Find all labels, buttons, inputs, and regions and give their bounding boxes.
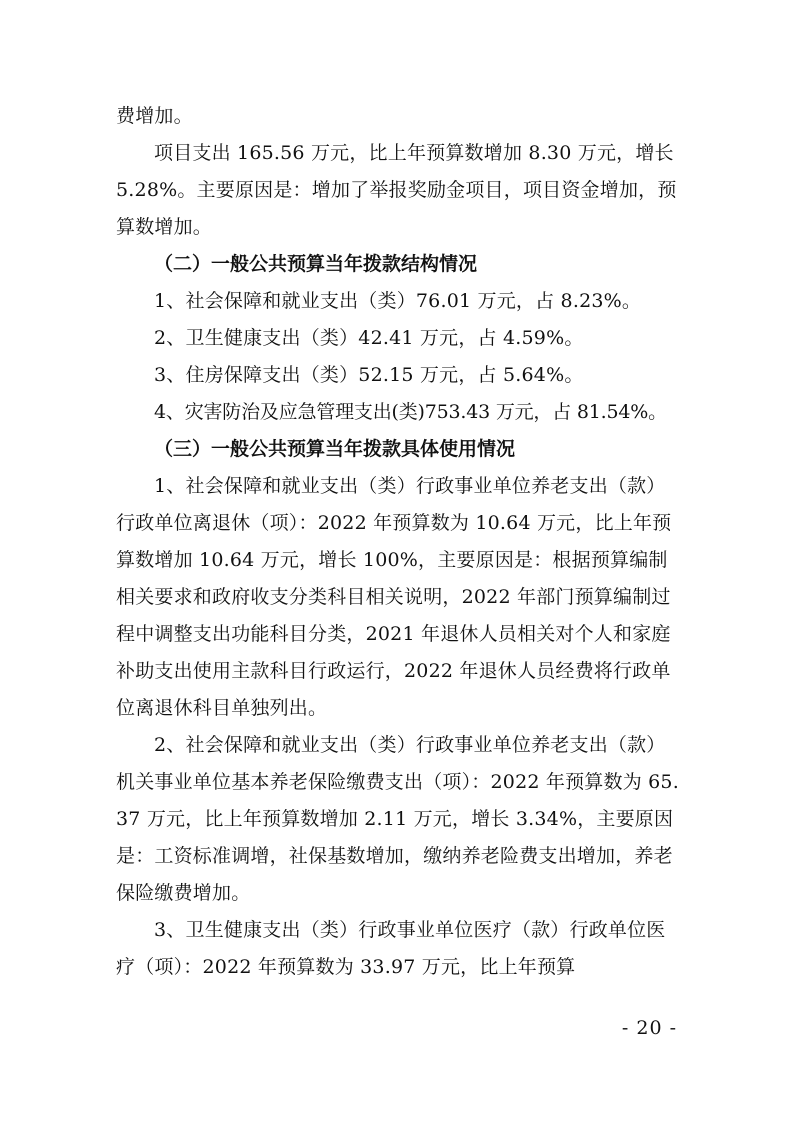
usage-item-3: 3、卫生健康支出（类）行政事业单位医疗（款）行政单位医疗（项）：2022 年预算数为 33.97 万元，比上年预算 [116,919,666,978]
section-heading-2: （二）一般公共预算当年拨款结构情况 [154,253,478,275]
structure-item-4: 4、灾害防治及应急管理支出(类)753.43 万元，占 81.54%。 [154,401,667,423]
usage-item-1: 1、社会保障和就业支出（类）行政事业单位养老支出（款）行政单位离退休（项）：2022 年预算数为 10.64 万元，比上年预算数增加 10.64 万元，增长 100%，主要原因是：根据预算编制相关要求和政府收支分类科目相关说明，2022 年部门预算编制过程中调整支出功能科目分类，2021 年退休人员相关对个人和家庭补助支出使用主款科目行政运行，2022 年退休人员经费将行政单位离退休科目单独列出。 [116,475,672,719]
paragraph-project-expenditure: 项目支出 165.56 万元，比上年预算数增加 8.30 万元，增长 5.28%。主要原因是：增加了举报奖励金项目，项目资金增加，预算数增加。 [116,142,677,238]
structure-item-1: 1、社会保障和就业支出（类）76.01 万元，占 8.23%。 [154,290,642,312]
page-number: - 20 - [621,1017,677,1039]
section-heading-3: （三）一般公共预算当年拨款具体使用情况 [154,438,516,460]
usage-item-2: 2、社会保障和就业支出（类）行政事业单位养老支出（款）机关事业单位基本养老保险缴费支出（项）：2022 年预算数为 65.37 万元，比上年预算数增加 2.11 万元，增长 3.34%，主要原因是：工资标准调增，社保基数增加，缴纳养老险费支出增加，养老保险缴费增加。 [116,734,679,904]
paragraph-continuation: 费增加。 [116,105,193,127]
structure-item-2: 2、卫生健康支出（类）42.41 万元，占 4.59%。 [154,327,584,349]
structure-item-3: 3、住房保障支出（类）52.15 万元，占 5.64%。 [154,364,584,386]
